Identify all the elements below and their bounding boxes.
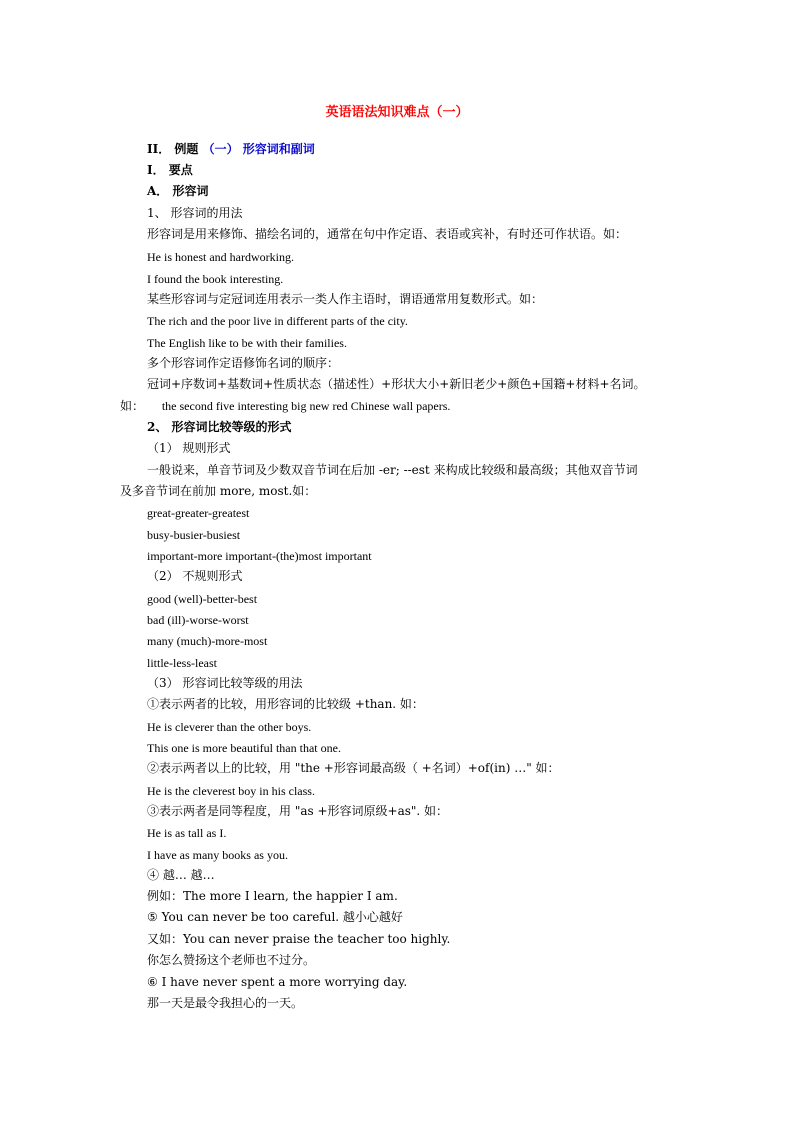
heading-ii-topic: （一） 形容词和副词 bbox=[202, 142, 315, 156]
sub-1-title: （1） 规则形式 bbox=[147, 441, 231, 455]
example-4: The English like to be with their families. bbox=[147, 336, 347, 350]
sub-1-text-line-2: 及多音节词在前加 more, most.如： bbox=[120, 484, 317, 498]
sub-2-title: （2） 不规则形式 bbox=[147, 569, 243, 583]
irregular-form-3: many (much)-more-most bbox=[147, 634, 268, 648]
irregular-form-2: bad (ill)-worse-worst bbox=[147, 613, 249, 627]
example-1: He is honest and hardworking. bbox=[147, 250, 294, 264]
usage-6: ⑥ I have never spent a more worrying day. bbox=[147, 975, 408, 989]
regular-form-1: great-greater-greatest bbox=[147, 506, 250, 520]
regular-form-3: important-more important-(the)most important bbox=[147, 549, 372, 563]
section-1-intro: 形容词是用来修饰、描绘名词的，通常在句中作定语、表语或宾补，有时还可作状语。如： bbox=[147, 227, 628, 241]
plural-note: 某些形容词与定冠词连用表示一类人作主语时，谓语通常用复数形式。如： bbox=[147, 292, 544, 306]
irregular-form-4: little-less-least bbox=[147, 656, 217, 670]
section-2-title: 2、 形容词比较等级的形式 bbox=[147, 420, 292, 434]
usage-1: ①表示两者的比较，用形容词的比较级 +than. 如： bbox=[147, 697, 424, 711]
usage-5: ⑤ You can never be too careful. 越小心越好 bbox=[147, 910, 403, 924]
order-rule: 冠词+序数词+基数词+性质状态（描述性）+形状大小+新旧老少+颜色+国籍+材料+名词。 bbox=[147, 377, 646, 391]
example-3: The rich and the poor live in different parts of the city. bbox=[147, 314, 408, 328]
irregular-form-1: good (well)-better-best bbox=[147, 592, 258, 606]
order-example-label: 如： bbox=[120, 399, 145, 413]
sub-3-title: （3） 形容词比较等级的用法 bbox=[147, 676, 303, 690]
heading-ii-main: 例题 bbox=[174, 142, 199, 156]
usage-4: ④ 越… 越… bbox=[147, 868, 215, 882]
usage-5-translation: 你怎么赞扬这个老师也不过分。 bbox=[147, 953, 316, 967]
heading-a: A． 形容词 bbox=[147, 184, 209, 198]
example-2: I found the book interesting. bbox=[147, 272, 284, 286]
usage-5-example: 又如：You can never praise the teacher too highly. bbox=[147, 932, 451, 946]
usage-2-example-1: He is the cleverest boy in his class. bbox=[147, 784, 315, 798]
sub-1-text-line-1: 一般说来，单音节词及少数双音节词在后加 -er; --est 来构成比较级和最高级；其他双音节词 bbox=[147, 463, 638, 477]
heading-ii bbox=[147, 141, 315, 157]
usage-4-example: 例如：The more I learn, the happier I am. bbox=[147, 889, 398, 903]
heading-i: I． 要点 bbox=[147, 163, 193, 177]
order-title: 多个形容词作定语修饰名词的顺序： bbox=[147, 356, 340, 370]
usage-6-translation: 那一天是最令我担心的一天。 bbox=[147, 996, 304, 1010]
usage-1-example-1: He is cleverer than the other boys. bbox=[147, 720, 312, 734]
document-title: 英语语法知识难点（一） bbox=[325, 105, 469, 120]
order-example: the second five interesting big new red Chinese wall papers. bbox=[161, 399, 451, 413]
order-example-line bbox=[120, 398, 450, 414]
usage-3-example-2: I have as many books as you. bbox=[147, 848, 288, 862]
heading-ii-prefix: II． bbox=[147, 142, 171, 156]
usage-1-example-2: This one is more beautiful than that one. bbox=[147, 741, 341, 755]
usage-2: ②表示两者以上的比较，用 "the +形容词最高级（ +名词）+of(in) …" 如： bbox=[147, 761, 560, 775]
usage-3: ③表示两者是同等程度，用 "as +形容词原级+as". 如： bbox=[147, 804, 449, 818]
regular-form-2: busy-busier-busiest bbox=[147, 528, 241, 542]
usage-3-example-1: He is as tall as I. bbox=[147, 826, 227, 840]
section-1-title: 1、 形容词的用法 bbox=[147, 206, 243, 220]
